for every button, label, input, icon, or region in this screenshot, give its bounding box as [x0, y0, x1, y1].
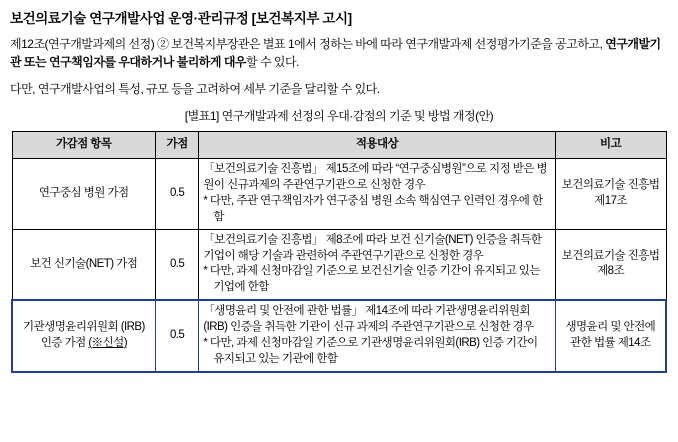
cell-item-line: 신기술(NET) 가점	[53, 257, 138, 270]
column-header-note: 비고	[555, 132, 666, 159]
cell-point-research-hospital: 0.5	[155, 159, 198, 229]
paragraph-proviso	[10, 80, 668, 99]
table-body	[12, 159, 666, 372]
cell-point-irb: 0.5	[155, 300, 198, 371]
cell-note-irb	[555, 300, 666, 371]
cell-target-net	[199, 229, 555, 300]
paragraph-article-12	[10, 35, 668, 72]
cell-item-line: 기관생명윤리위원회	[23, 321, 119, 334]
paragraph-proviso-text: 다만, 연구개발사업의 특성, 규모 등을 고려하여 세부 기준을 달리할 수 있다.	[10, 81, 380, 96]
cell-note-net	[555, 229, 666, 300]
target-body-line: 「보건의료기술 진흥법」 제8조에 따라 보건 신기술(NET) 인증을 취득한 기업이 해당 기술과 관련하여 주관연구기관으로 신청한 경우	[203, 233, 542, 262]
cell-item-net	[12, 229, 155, 300]
note-line: 법률 제14조	[593, 336, 651, 349]
paragraph-segment-1: 제12조(연구개발과제의 선정) ② 보건복지부장관은 별표 1에서 정하는 바에 따라 연구개발과제 선정평가기준을 공고하고,	[10, 36, 606, 51]
cell-item-research-hospital	[12, 159, 155, 229]
table-row-highlighted	[12, 300, 666, 371]
criteria-table	[11, 131, 667, 372]
cell-item-line-new-badge: (※신설)	[88, 336, 128, 349]
cell-target-research-hospital	[199, 159, 555, 229]
table-row	[12, 229, 666, 300]
note-line: 보건의료기술	[561, 179, 626, 192]
cell-point-net: 0.5	[155, 229, 198, 300]
column-header-point: 가점	[155, 132, 198, 159]
cell-note-research-hospital	[555, 159, 666, 229]
note-line: 안전에 관한	[570, 321, 656, 349]
paragraph-segment-3: 할 수 있다.	[246, 55, 299, 70]
target-body-line: 「생명윤리 및 안전에 관한 법률」 제14조에 따라 기관생명윤리위원회(IRB) 인증을 취득한 기관이 신규 과제의 주관연구기관으로 신청한 경우	[203, 305, 534, 334]
table-caption: [별표1] 연구개발과제 선정의 우대·감점의 기준 및 방법 개정(안)	[184, 109, 494, 124]
cell-item-line: 보건	[30, 257, 52, 270]
note-line: 생명윤리 및	[565, 321, 621, 334]
target-note-line: * 다만, 과제 신청마감일 기준으로 보건신기술 인증 기간이 유지되고 있는 기업에 한함	[203, 265, 540, 294]
column-header-target: 적용대상	[199, 132, 555, 159]
cell-target-irb	[199, 300, 555, 371]
cell-item-line: (IRB) 인증 가점	[40, 321, 145, 349]
note-line: 진흥법 제8조	[597, 249, 660, 278]
target-note-line: * 다만, 과제 신청마감일 기준으로 기관생명윤리위원회(IRB) 인증 기간이 유지되고 있는 기관에 한함	[203, 336, 538, 365]
table-row	[12, 159, 666, 229]
target-body-line: 「보건의료기술 진흥법」 제15조에 따라 “연구중심병원”으로 지정 받은 병원이 신규과제의 주관연구기관으로 신청한 경우	[203, 163, 548, 192]
cell-item-line: 연구중심 병원 가점	[38, 187, 129, 200]
page-title: 보건의료기술 연구개발사업 운영·관리규정 [보건복지부 고시]	[10, 11, 352, 26]
cell-item-irb	[12, 300, 155, 371]
table-header	[12, 132, 666, 159]
note-line: 진흥법 제17조	[594, 179, 660, 208]
table-header-row	[12, 132, 666, 159]
target-note-line: * 다만, 주관 연구책임자가 연구중심 병원 소속 핵심연구 인력인 경우에 한함	[203, 195, 543, 223]
note-line: 보건의료기술	[561, 249, 626, 262]
paragraph-segment-2-bold: 연구개발기관 또는 연구책임자를 우대하거나 불리하게 대우	[10, 36, 661, 70]
column-header-item: 가감점 항목	[12, 132, 155, 159]
